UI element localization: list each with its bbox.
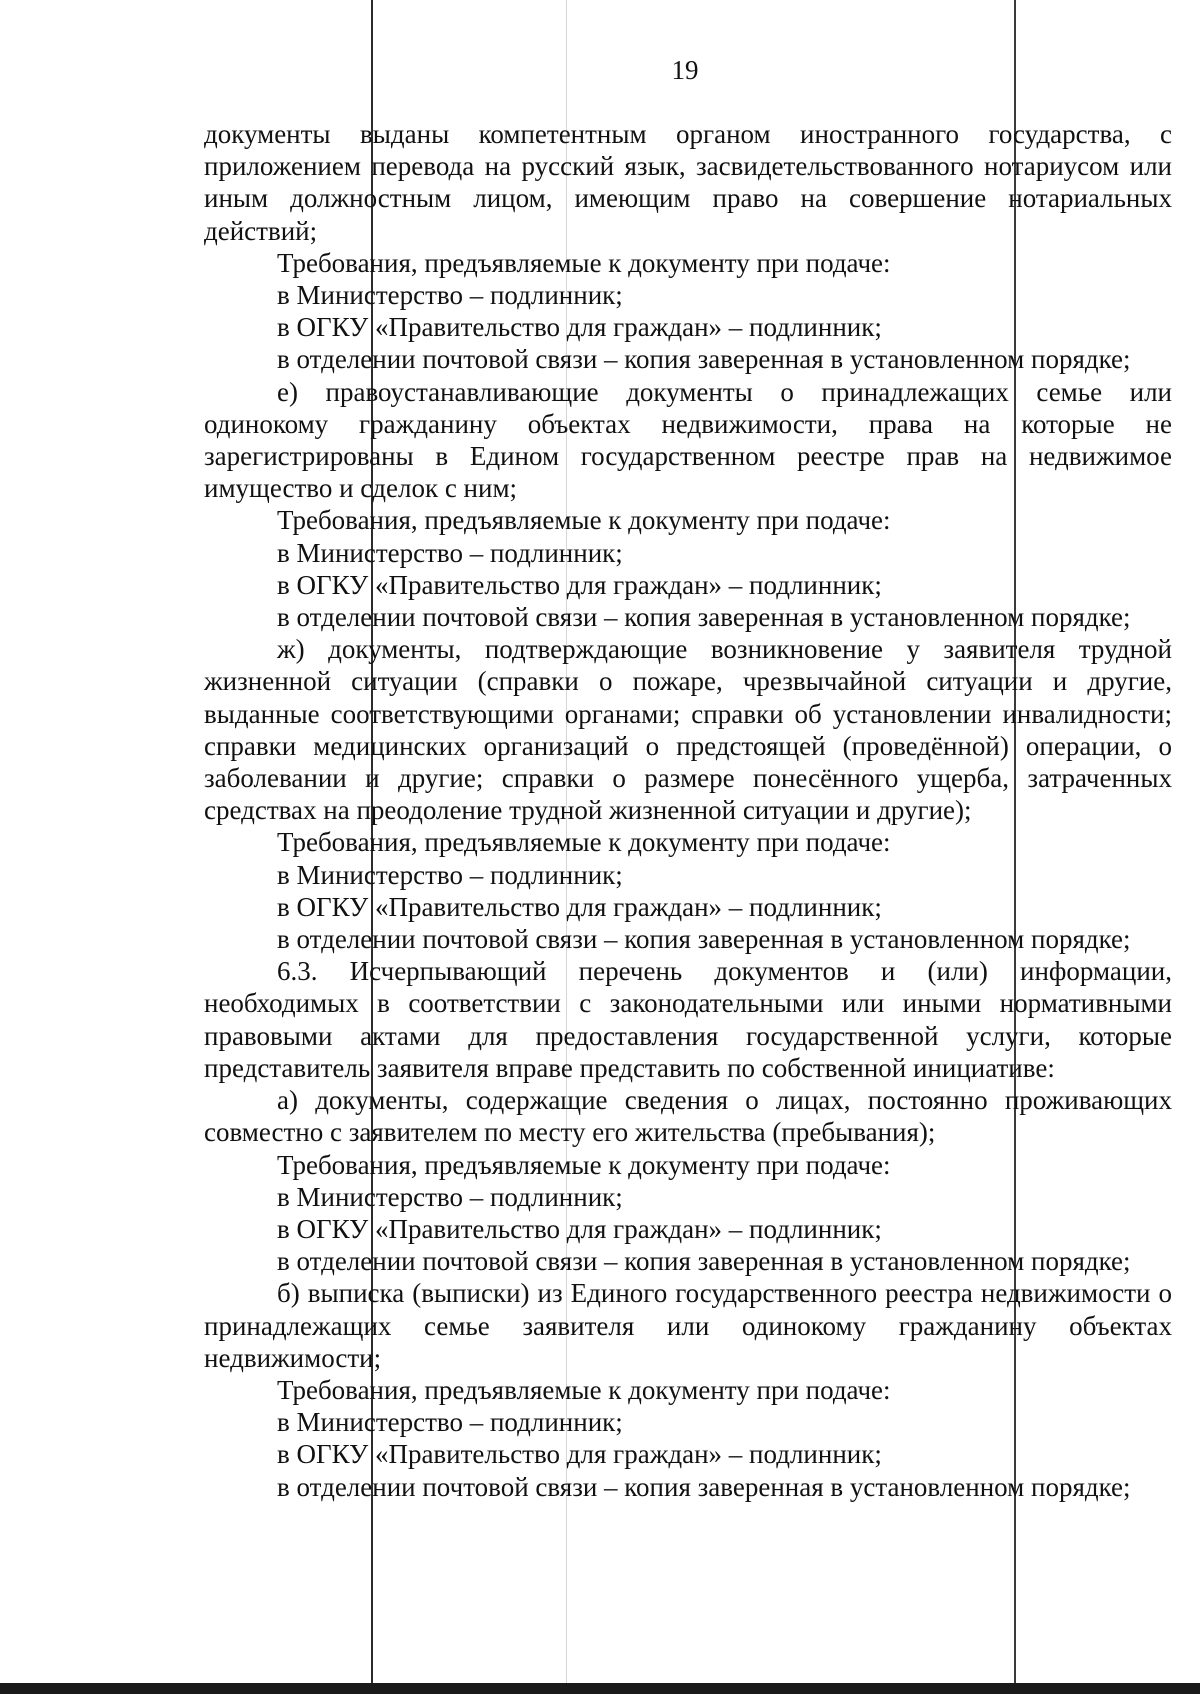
paragraph: Требования, предъявляемые к документу при подаче: — [277, 1374, 891, 1405]
paragraph: а) документы, содержащие сведения о лицах, постоянно проживающих совместно с заявителем по месту его жительства (пребывания); — [204, 1085, 1172, 1148]
paragraph: в Министерство – подлинник; — [277, 280, 623, 311]
paragraph: 6.3. Исчерпывающий перечень документов и (или) информации, необходимых в соответствии с законодательными или иными нормативными правовыми актами для предоставления государственной услуги, которые представитель заявителя вправе представить по собственной инициативе: — [204, 956, 1172, 1083]
paragraph: в ОГКУ «Правительство для граждан» – подлинник; — [277, 1213, 882, 1244]
paragraph: Требования, предъявляемые к документу при подаче: — [277, 827, 891, 858]
page-number: 19 — [671, 55, 699, 85]
paragraph: в ОГКУ «Правительство для граждан» – подлинник; — [277, 1439, 882, 1470]
paragraph: в Министерство – подлинник; — [277, 1407, 623, 1438]
document-body — [204, 118, 1172, 1503]
paragraph: в отделении почтовой связи – копия заверенная в установленном порядке; — [277, 1471, 1131, 1502]
paragraph: в ОГКУ «Правительство для граждан» – подлинник; — [277, 891, 882, 922]
paragraph: Требования, предъявляемые к документу при подаче: — [277, 1149, 891, 1180]
paragraph: в отделении почтовой связи – копия заверенная в установленном порядке; — [277, 602, 1131, 633]
paragraph: в Министерство – подлинник; — [277, 859, 623, 890]
paragraph: документы выданы компетентным органом иностранного государства, с приложением перевода на русский язык, засвидетельствованного нотариусом или иным должностным лицом, имеющим право на совершение нотариальных действий; — [204, 119, 1172, 246]
paragraph: б) выписка (выписки) из Единого государственного реестра недвижимости о принадлежащих семье заявителя или одинокому гражданину объектах недвижимости; — [204, 1278, 1172, 1373]
paragraph: е) правоустанавливающие документы о принадлежащих семье или одинокому гражданину объектах недвижимости, права на которые не зарегистрированы в Едином государственном реестре прав на недвижимое имущество и сделок с ним; — [204, 376, 1172, 504]
scan-bottom-border — [0, 1683, 1200, 1694]
paragraph: в ОГКУ «Правительство для граждан» – подлинник; — [277, 312, 882, 343]
paragraph: в ОГКУ «Правительство для граждан» – подлинник; — [277, 569, 882, 600]
paragraph: в Министерство – подлинник; — [277, 1181, 623, 1212]
paragraph: в отделении почтовой связи – копия заверенная в установленном порядке; — [277, 344, 1131, 375]
paragraph: Требования, предъявляемые к документу при подаче: — [277, 505, 891, 536]
paragraph: в отделении почтовой связи – копия заверенная в установленном порядке; — [277, 924, 1131, 955]
paragraph: в Министерство – подлинник; — [277, 537, 623, 568]
paragraph: ж) документы, подтверждающие возникновение у заявителя трудной жизненной ситуации (справки о пожаре, чрезвычайной ситуации и другие, выданные соответствующими органами; справки об установлении инвалидности; справки медицинских организаций о предстоящей (проведённой) операции, о заболевании и другие; справки о размере понесённого ущерба, затраченных средствах на преодоление трудной жизненной ситуации и другие); — [204, 634, 1172, 826]
paragraph: в отделении почтовой связи – копия заверенная в установленном порядке; — [277, 1246, 1131, 1277]
paragraph: Требования, предъявляемые к документу при подаче: — [277, 247, 891, 278]
